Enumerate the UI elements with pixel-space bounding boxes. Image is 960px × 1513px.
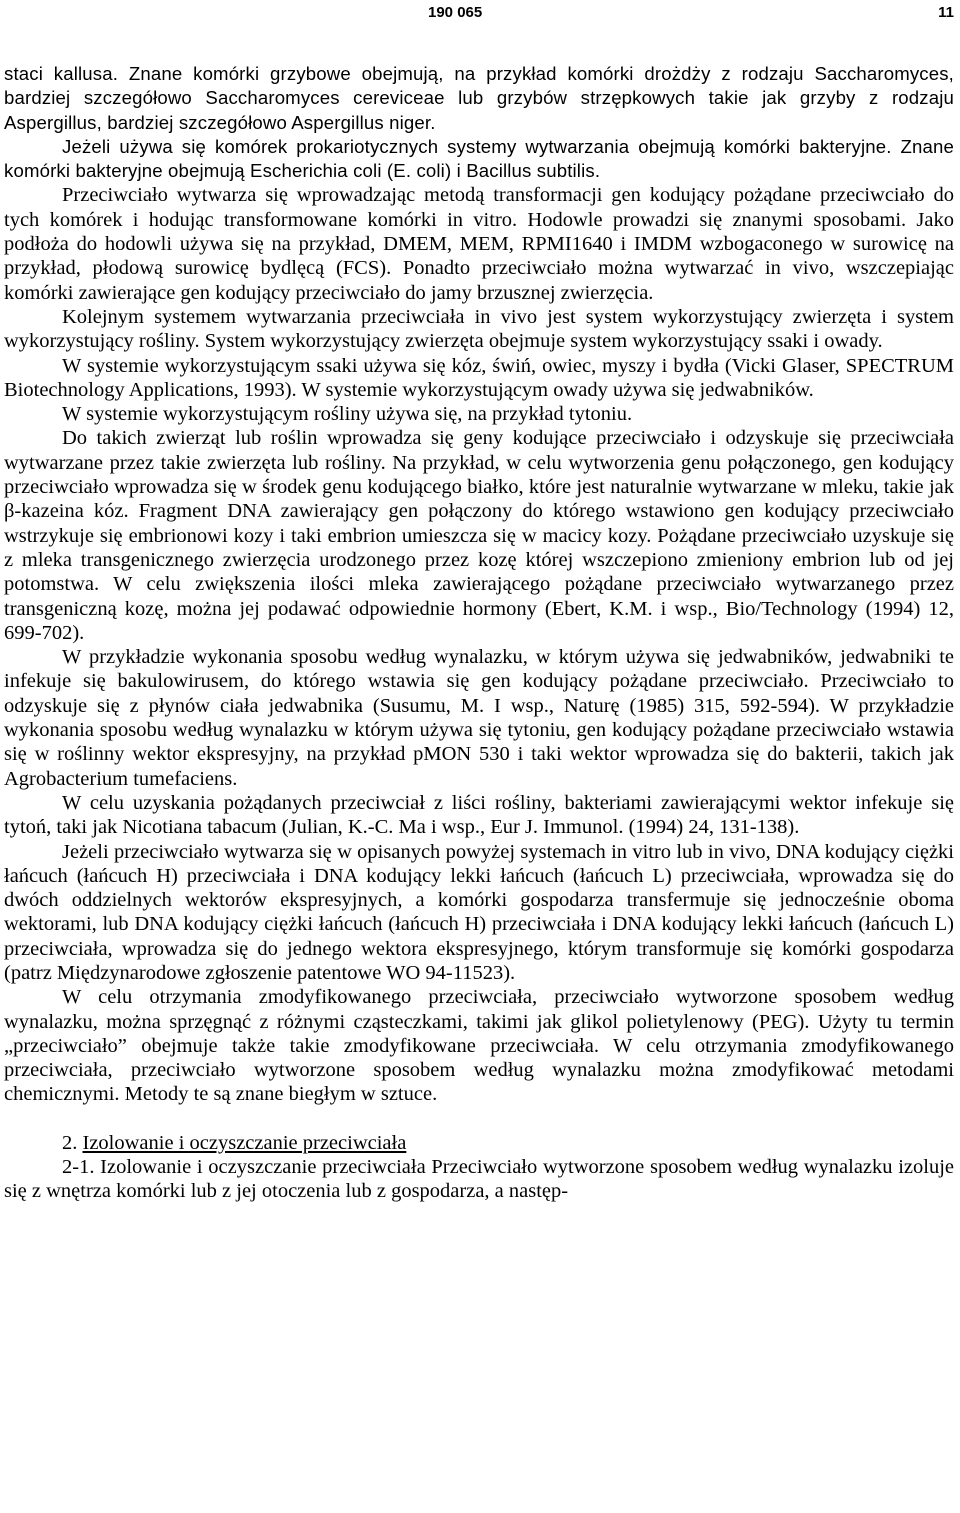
paragraph: staci kallusa. Znane komórki grzybowe obejmują, na przykład komórki drożdży z rodzaju Saccharomyces, bardziej szczegółowo Saccharomyces cereviceae lub grzybów strzępkowych takie jak grzyby z rodzaju Aspergillus, bardziej szczegółowo Aspergillus niger. [4,63,954,133]
page-number: 11 [938,4,954,21]
document-page [4,0,956,1513]
paragraph: Przeciwciało wytwarza się wprowadzając metodą transformacji gen kodujący pożądane przeciwciało do tych komórek i hodując transformowane komórki in vitro. Hodowle prowadzi się znanymi sposobami. Jako podłoża do hodowli używa się na przykład, DMEM, MEM, RPMI1640 i IMDM wzbogaconego w surowicę na przykład, płodową surowicę bydlęcą (FCS). Ponadto przeciwciało można wytwarzać in vivo, wszczepiając komórki zawierające gen kodujący przeciwciało do jamy brzusznej zwierzęcia. [4,184,954,304]
paragraph: Kolejnym systemem wytwarzania przeciwciała in vivo jest system wykorzystujący zwierzęta i system wykorzystujący rośliny. System wykorzystujący zwierzęta obejmuje system wykorzystujący ssaki i owady. [4,305,954,353]
paragraph: W celu uzyskania pożądanych przeciwciał z liści rośliny, bakteriami zawierającymi wektor infekuje się tytoń, taki jak Nicotiana tabacum (Julian, K.-C. Ma i wsp., Eur J. Immunol. (1994) 24, 131-138). [4,791,954,839]
paragraph: Jeżeli przeciwciało wytwarza się w opisanych powyżej systemach in vitro lub in vivo, DNA kodujący ciężki łańcuch (łańcuch H) przeciwciała i DNA kodujący lekki łańcuch (łańcuch L) przeciwciała, wprowadza się do dwóch oddzielnych wektorów ekspresyjnych, a komórki gospodarza transfermuje się jednocześnie oboma wektorami, lub DNA kodujący ciężki łańcuch (łańcuch H) przeciwciała i DNA kodujący lekki łańcuch (łańcuch L) przeciwciała, wprowadza się do jednego wektora ekspresyjnego, którym transformuje się komórki gospodarza (patrz Międzynarodowe zgłoszenie patentowe WO 94-11523). [4,840,954,984]
paragraph: W przykładzie wykonania sposobu według wynalazku, w którym używa się jedwabników, jedwabniki te infekuje się bakulowirusem, do którego wstawia się gen kodujący pożądane przeciwciało. Przeciwciało to odzyskuje się z płynów ciała jedwabnika (Susumu, M. I wsp., Naturę (1985) 315, 592-594). W przykładzie wykonania sposobu według wynalazku w którym używa się tytoniu, gen kodujący pożądane przeciwciało wstawia się w roślinny wektor ekspresyjny, na przykład pMON 530 i taki wektor wprowadza się do bakterii, takich jak Agrobacterium tumefaciens. [4,646,954,790]
paragraph: Jeżeli używa się komórek prokariotycznych systemy wytwarzania obejmują komórki bakteryjne. Znane komórki bakteryjne obejmują Escherichia coli (E. coli) i Bacillus subtilis. [4,135,954,182]
subsection-paragraph: 2-1. Izolowanie i oczyszczanie przeciwciała Przeciwciało wytworzone sposobem według wynalazku izoluje się z wnętrza komórki lub z jej otoczenia lub z gospodarza, a następ- [4,1156,954,1203]
paragraph: W celu otrzymania zmodyfikowanego przeciwciała, przeciwciało wytworzone sposobem według wynalazku, można sprzęgnąć z różnymi cząsteczkami, takimi jak glikol polietylenowy (PEG). Użyty tu termin „przeciwciało” obejmuje także takie zmodyfikowane przeciwciała. W celu otrzymania zmodyfikowanego przeciwciała, przeciwciało wytworzone sposobem według wynalazku można zmodyfikować metodami chemicznymi. Metody te są znane biegłym w sztuce. [4,986,954,1106]
patent-number: 190 065 [428,4,483,21]
paragraph: W systemie wykorzystującym ssaki używa się kóz, świń, owiec, myszy i bydła (Vicki Glaser, SPECTRUM Biotechnology Applications, 1993). W systemie wykorzystującym owady używa się jedwabników. [4,354,954,401]
document-body [4,62,954,1204]
paragraph: W systemie wykorzystującym rośliny używa się, na przykład tytoniu. [62,403,633,426]
paragraph: Do takich zwierząt lub roślin wprowadza się geny kodujące przeciwciało i odzyskuje się przeciwciała wytwarzane przez takie zwierzęta lub rośliny. Na przykład, w celu wytworzenia genu połączonego, gen kodujący przeciwciało wprowadza się w środek genu kodującego białko, które jest naturalnie wytwarzane w mleku, takie jak β-kazeina kóz. Fragment DNA zawierający gen połączony do którego wstawiono gen kodujący przeciwciało wstrzykuje się embrionowi kozy i taki embrion umieszcza się w macicy kozy. Pożądane przeciwciało uzyskuje się z mleka transgenicznego zwierzęcia urodzonego przez kozę której wszczepiono zmieniony embrion lub od jej potomstwa. W celu zwiększenia ilości mleka zawierającego pożądane przeciwciało wytwarzanego przez transgeniczną kozę, można jej podawać odpowiednie hormony (Ebert, K.M. i wsp., Bio/Technology (1994) 12, 699-702). [4,427,954,644]
section-number: 2. [62,1131,78,1154]
page-header [4,0,956,22]
section-heading [4,1131,954,1155]
section-title: Izolowanie i oczyszczanie przeciwciała [82,1131,407,1154]
